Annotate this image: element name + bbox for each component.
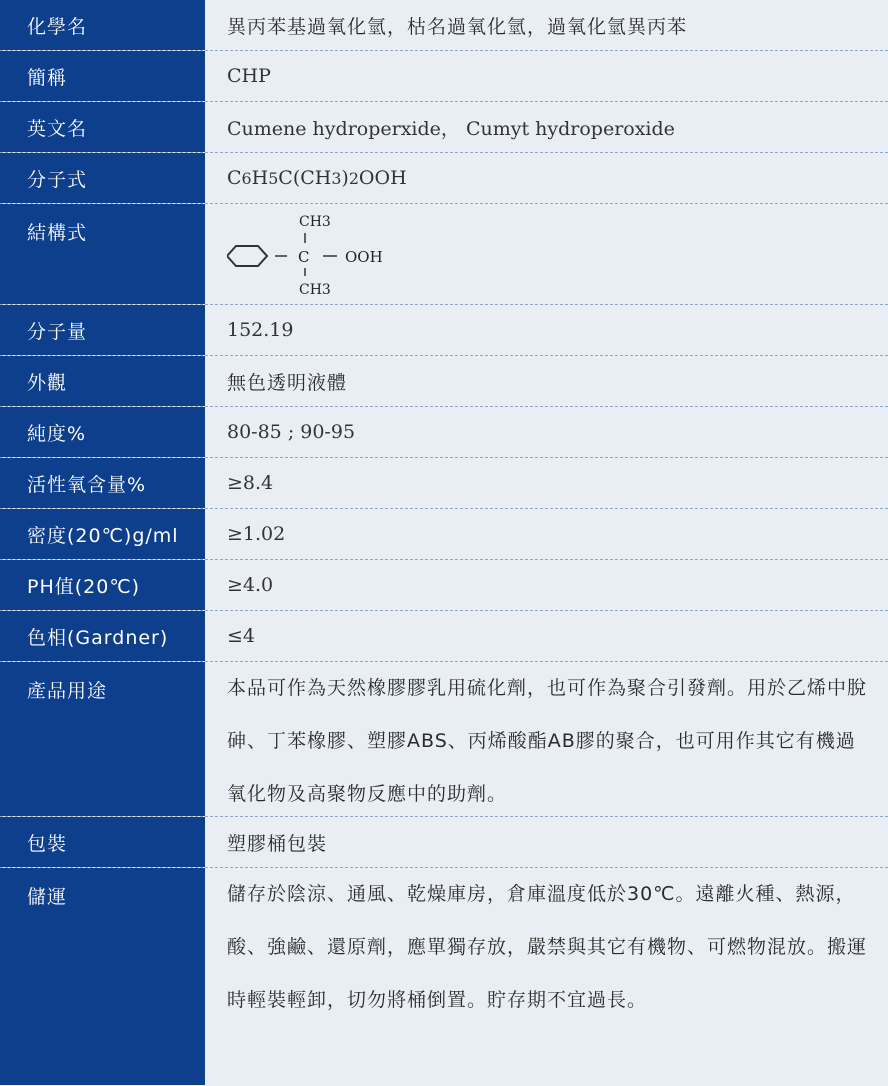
- formula-sub: 3: [331, 168, 342, 188]
- row-packaging: [0, 817, 888, 868]
- label-density: 密度(20℃)g/ml: [0, 509, 205, 559]
- value-molecular-weight: 152.19: [205, 305, 888, 355]
- structure-top-group: CH3: [299, 214, 331, 230]
- label-abbreviation: 簡稱: [0, 51, 205, 101]
- label-structural-formula: 結構式: [0, 204, 205, 304]
- label-appearance: 外觀: [0, 356, 205, 406]
- value-product-use: 本品可作為天然橡膠膠乳用硫化劑，也可作為聚合引發劑。用於乙烯中脫砷、丁苯橡膠、塑膠ABS、丙烯酸酯AB膠的聚合，也可用作其它有機過氧化物及高聚物反應中的助劑。: [205, 662, 888, 816]
- value-density: ≥1.02: [205, 509, 888, 559]
- row-storage: [0, 868, 888, 1085]
- row-chemical-name: [0, 0, 888, 51]
- value-molecular-formula: [205, 153, 888, 203]
- value-purity: 80-85 ; 90-95: [205, 407, 888, 457]
- label-english-name: 英文名: [0, 102, 205, 152]
- label-active-oxygen: 活性氧含量%: [0, 458, 205, 508]
- structure-bottom-group: CH3: [299, 282, 331, 298]
- row-english-name: [0, 102, 888, 153]
- row-abbreviation: [0, 51, 888, 102]
- row-molecular-formula: [0, 153, 888, 204]
- value-abbreviation: CHP: [205, 51, 888, 101]
- row-purity: [0, 407, 888, 458]
- row-active-oxygen: [0, 458, 888, 509]
- structure-diagram: [227, 210, 417, 298]
- row-molecular-weight: [0, 305, 888, 356]
- row-ph: [0, 560, 888, 611]
- value-structural-formula: [205, 204, 888, 304]
- row-color: [0, 611, 888, 662]
- row-density: [0, 509, 888, 560]
- value-english-name: Cumene hydroperxide， Cumyt hydroperoxide: [205, 102, 888, 152]
- value-ph: ≥4.0: [205, 560, 888, 610]
- formula-part: C(CH: [278, 167, 332, 189]
- label-product-use: 產品用途: [0, 662, 205, 816]
- row-structural-formula: [0, 204, 888, 305]
- label-ph: PH值(20℃): [0, 560, 205, 610]
- formula-part: C: [227, 167, 242, 189]
- label-storage: 儲運: [0, 868, 205, 1085]
- row-appearance: [0, 356, 888, 407]
- value-chemical-name: 異丙苯基過氧化氫，枯名過氧化氫，過氧化氫異丙苯: [205, 0, 888, 50]
- formula-part: H: [251, 167, 269, 189]
- label-molecular-weight: 分子量: [0, 305, 205, 355]
- value-packaging: 塑膠桶包裝: [205, 817, 888, 867]
- formula-part: OOH: [358, 167, 407, 189]
- label-packaging: 包裝: [0, 817, 205, 867]
- benzene-ring: [227, 246, 267, 266]
- formula-sub: 6: [241, 168, 252, 188]
- formula-sub: 2: [348, 168, 359, 188]
- formula-sub: 5: [268, 168, 279, 188]
- structure-right-group: OOH: [345, 248, 383, 266]
- label-molecular-formula: 分子式: [0, 153, 205, 203]
- value-appearance: 無色透明液體: [205, 356, 888, 406]
- row-product-use: [0, 662, 888, 817]
- formula-part: ): [341, 167, 349, 189]
- label-purity: 純度%: [0, 407, 205, 457]
- value-color: ≤4: [205, 611, 888, 661]
- label-color: 色相(Gardner): [0, 611, 205, 661]
- value-storage: 儲存於陰涼、通風、乾燥庫房，倉庫溫度低於30℃。遠離火種、熱源，酸、強鹼、還原劑，應單獨存放，嚴禁與其它有機物、可燃物混放。搬運時輕裝輕卸，切勿將桶倒置。貯存期不宜過長。: [205, 868, 888, 1085]
- structure-center-atom: C: [298, 248, 310, 266]
- label-chemical-name: 化學名: [0, 0, 205, 50]
- value-active-oxygen: ≥8.4: [205, 458, 888, 508]
